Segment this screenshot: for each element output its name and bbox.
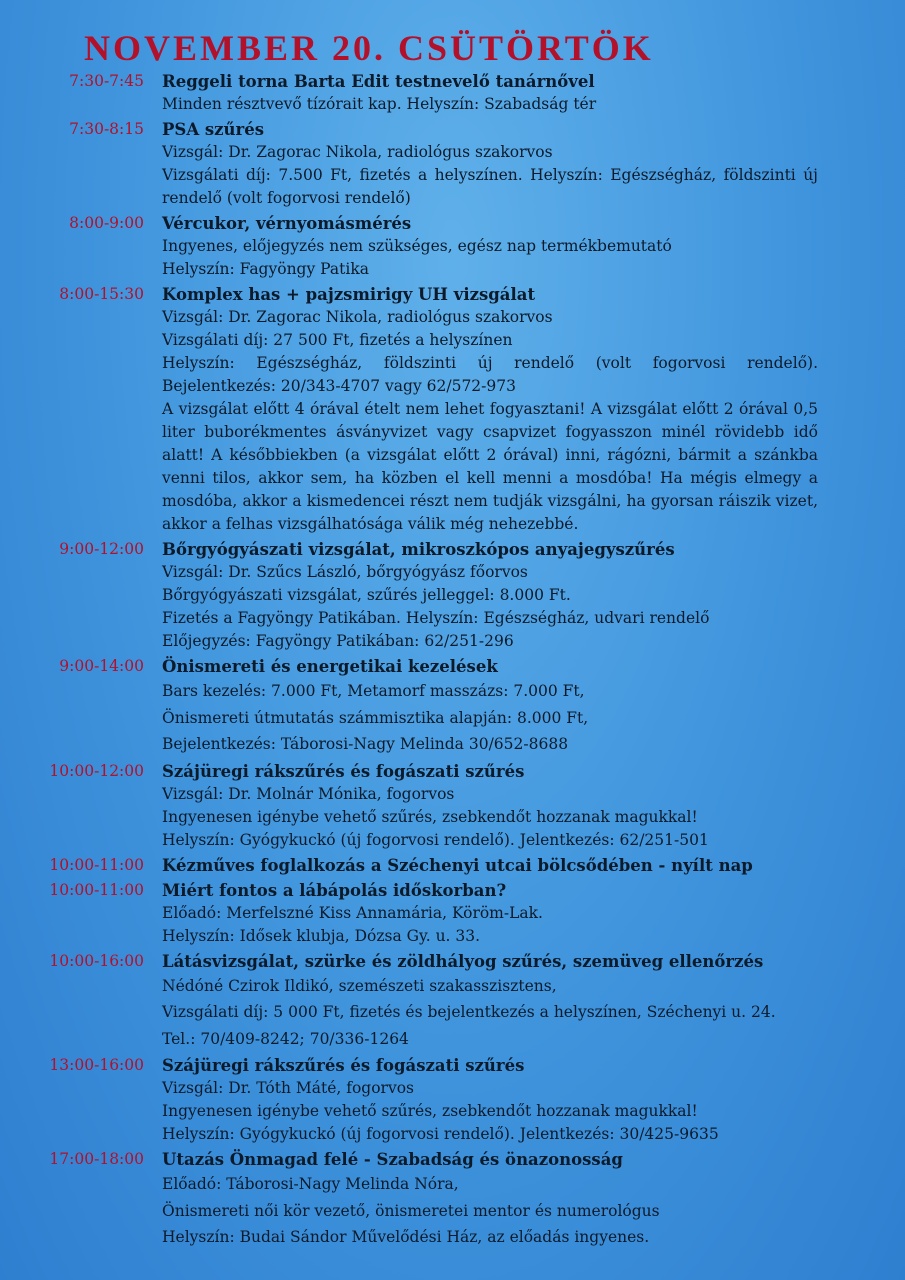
- event-detail-line: Helyszín: Idősek klubja, Dózsa Gy. u. 33.: [162, 926, 481, 945]
- event-detail-line: Nédóné Czirok Ildikó, szemészeti szakasszisztens,: [162, 976, 557, 995]
- event-details: [162, 1148, 818, 1251]
- event-detail-line: Ingyenesen igénybe vehető szűrés, zsebkendőt hozzanak magukkal!: [162, 807, 698, 826]
- event-heading: Önismereti és energetikai kezelések: [162, 657, 498, 676]
- event-details: [162, 950, 818, 1053]
- event-details: [162, 760, 818, 852]
- event-heading: Utazás Önmagad felé - Szabadság és önazonosság: [162, 1150, 623, 1169]
- event-detail-line: Fizetés a Fagyöngy Patikában. Helyszín: Egészségház, udvari rendelő: [162, 609, 710, 627]
- event-row: [0, 283, 905, 536]
- event-time: 7:30-8:15: [69, 120, 144, 138]
- event-details: [162, 283, 818, 536]
- event-detail-line: Vizsgál: Dr. Zagorac Nikola, radiológus szakorvos: [162, 143, 553, 161]
- event-details: [162, 212, 818, 281]
- event-heading: Miért fontos a lábápolás időskorban?: [162, 880, 507, 900]
- event-heading: Látásvizsgálat, szürke és zöldhályog szűrés, szemüveg ellenőrzés: [162, 951, 764, 971]
- event-details: [162, 70, 818, 116]
- event-detail-line: Helyszín: Budai Sándor Művelődési Ház, az előadás ingyenes.: [162, 1228, 650, 1246]
- event-row: [0, 538, 905, 653]
- event-detail-line: Vizsgál: Dr. Szűcs László, bőrgyógyász főorvos: [162, 563, 528, 581]
- event-detail-line: Önismereti útmutatás számmisztika alapján: 8.000 Ft,: [162, 708, 589, 727]
- event-detail-line: Bőrgyógyászati vizsgálat, szűrés jelleggel: 8.000 Ft.: [162, 586, 571, 604]
- event-time: 10:00-12:00: [49, 761, 144, 780]
- event-detail-line: Önismereti női kör vezető, önismeretei mentor és numerológus: [162, 1201, 660, 1220]
- event-detail-line: Előadó: Táborosi-Nagy Melinda Nóra,: [162, 1175, 459, 1193]
- event-detail-line: Helyszín: Fagyöngy Patika: [162, 260, 369, 278]
- event-details: [162, 118, 818, 210]
- event-detail-line: Vizsgál: Dr. Molnár Mónika, fogorvos: [162, 784, 455, 803]
- event-detail-line: Helyszín: Egészségház, földszinti új rendelő (volt fogorvosi rendelő). Bejelentkezés: 20/343-4707 vagy 62/572-973: [162, 354, 818, 395]
- event-details: [162, 854, 818, 877]
- event-details: [162, 879, 818, 948]
- event-time: 8:00-9:00: [69, 214, 144, 232]
- event-detail-line: Bejelentkezés: Táborosi-Nagy Melinda 30/652-8688: [162, 735, 569, 753]
- event-time: 10:00-16:00: [49, 951, 144, 970]
- event-heading: Kézműves foglalkozás a Széchenyi utcai bölcsődében - nyílt nap: [162, 855, 753, 875]
- event-heading: Reggeli torna Barta Edit testnevelő tanárnővel: [162, 72, 595, 91]
- event-time: 13:00-16:00: [49, 1056, 144, 1074]
- event-detail-line: Vizsgál: Dr. Tóth Máté, fogorvos: [162, 1079, 415, 1097]
- event-detail-line: Helyszín: Gyógykuckó (új fogorvosi rendelő). Jelentkezés: 30/425-9635: [162, 1125, 719, 1143]
- event-row: [0, 1148, 905, 1251]
- event-detail-line: Előjegyzés: Fagyöngy Patikában: 62/251-296: [162, 632, 514, 650]
- event-heading: Szájüregi rákszűrés és fogászati szűrés: [162, 761, 525, 781]
- event-row: [0, 854, 905, 877]
- event-row: [0, 655, 905, 758]
- event-heading: Szájüregi rákszűrés és fogászati szűrés: [162, 1056, 525, 1075]
- event-heading: Bőrgyógyászati vizsgálat, mikroszkópos anyajegyszűrés: [162, 540, 675, 559]
- event-detail-line: Bars kezelés: 7.000 Ft, Metamorf masszázs: 7.000 Ft,: [162, 682, 585, 700]
- event-heading: Komplex has + pajzsmirigy UH vizsgálat: [162, 285, 536, 304]
- event-details: [162, 538, 818, 653]
- event-detail-line: Vizsgálati díj: 27 500 Ft, fizetés a helyszínen: [162, 331, 513, 349]
- event-heading: Vércukor, vérnyomásmérés: [162, 214, 412, 233]
- event-details: [162, 1054, 818, 1146]
- event-row: [0, 950, 905, 1053]
- event-time: 9:00-12:00: [59, 540, 144, 558]
- event-detail-line: Ingyenesen igénybe vehető szűrés, zsebkendőt hozzanak magukkal!: [162, 1102, 698, 1120]
- page-title: NOVEMBER 20. CSÜTÖRTÖK: [84, 28, 654, 68]
- event-time: 9:00-14:00: [59, 657, 144, 675]
- event-time: 7:30-7:45: [69, 72, 144, 90]
- event-row: [0, 118, 905, 210]
- event-detail-line: Vizsgálati díj: 5 000 Ft, fizetés és bejelentkezés a helyszínen, Széchenyi u. 24.: [162, 1003, 776, 1021]
- event-detail-line: Helyszín: Gyógykuckó (új fogorvosi rendelő). Jelentkezés: 62/251-501: [162, 830, 709, 849]
- event-detail-line: Tel.: 70/409-8242; 70/336-1264: [162, 1029, 409, 1048]
- event-time: 10:00-11:00: [49, 855, 144, 874]
- event-row: [0, 1054, 905, 1146]
- event-detail-line: Vizsgál: Dr. Zagorac Nikola, radiológus szakorvos: [162, 308, 553, 326]
- event-time: 17:00-18:00: [49, 1150, 144, 1168]
- event-time: 10:00-11:00: [49, 880, 144, 899]
- event-detail-line: Előadó: Merfelszné Kiss Annamária, Köröm-Lak.: [162, 903, 543, 922]
- event-detail-line: Ingyenes, előjegyzés nem szükséges, egész nap termékbemutató: [162, 237, 672, 255]
- event-row: [0, 70, 905, 116]
- event-details: [162, 655, 818, 758]
- event-row: [0, 212, 905, 281]
- event-row: [0, 879, 905, 948]
- event-row: [0, 760, 905, 852]
- event-detail-line: Vizsgálati díj: 7.500 Ft, fizetés a helyszínen. Helyszín: Egészségház, földszinti új rendelő (volt fogorvosi rendelő): [162, 166, 818, 207]
- event-detail-line: Minden résztvevő tízórait kap. Helyszín: Szabadság tér: [162, 95, 597, 113]
- event-heading: PSA szűrés: [162, 120, 265, 139]
- event-time: 8:00-15:30: [59, 285, 144, 303]
- event-detail-line: A vizsgálat előtt 4 órával ételt nem lehet fogyasztani! A vizsgálat előtt 2 órával 0,5 liter buborékmentes ásványvizet vagy csapvizet fogyasszon minél rövidebb idő alatt! A későbbiekben (a vizsgálat előtt 2 órával) inni, rágózni, bármit a szánkba venni tilos, akkor sem, ha közben el kell menni a mosdóba! Ha mégis elmegy a mosdóba, akkor a kismedencei részt nem tudják vizsgálni, ha gyorsan ráiszik vizet, akkor a felhas vizsgálhatósága válik még nehezebbé.: [162, 400, 818, 533]
- event-list: [0, 70, 905, 1253]
